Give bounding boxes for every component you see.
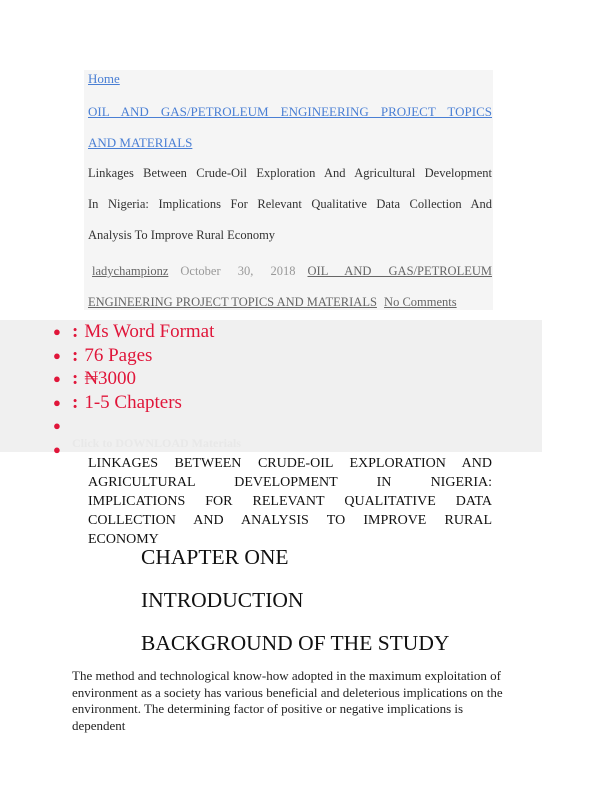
breadcrumb-home-link[interactable]: Home — [88, 71, 120, 86]
detail-chapters: ● : 1-5 Chapters — [53, 391, 182, 413]
post-date: October 30, 2018 — [180, 264, 296, 278]
breadcrumb-current-line3: Analysis To Improve Rural Economy — [88, 228, 276, 242]
download-materials-link[interactable]: Click to DOWNLOAD Materials — [72, 436, 241, 450]
category-link-line2[interactable]: ENGINEERING PROJECT TOPICS AND MATERIALS — [88, 295, 377, 309]
chapter-heading: CHAPTER ONE — [141, 545, 289, 569]
introduction-heading: INTRODUCTION — [141, 588, 304, 612]
breadcrumb-current-line2: In Nigeria: Implications For Relevant Qualitative Data Collection And — [88, 197, 492, 211]
bullet-icon: ● — [53, 347, 61, 363]
post-meta — [88, 256, 492, 318]
body-line: environment as a society has various beneficial and deleterious implications on the — [72, 684, 503, 700]
detail-format: ● : Ms Word Format — [53, 321, 215, 342]
breadcrumb-current-line1: Linkages Between Crude-Oil Exploration And Agricultural Development — [88, 166, 492, 180]
post-meta-line2 — [88, 287, 492, 318]
post-meta-line1 — [88, 256, 492, 287]
title-line: ECONOMY — [88, 532, 159, 547]
bullet-icon: ● — [53, 324, 61, 339]
breadcrumb-category-line1: OIL AND GAS/PETROLEUM ENGINEERING PROJECT TOPICS — [88, 104, 492, 119]
bullet-icon: ● — [53, 418, 61, 433]
body-paragraph — [72, 668, 518, 734]
title-line: LINKAGES BETWEEN CRUDE-OIL EXPLORATION AND — [88, 456, 492, 471]
detail-pages: ● : 76 Pages — [53, 344, 153, 366]
breadcrumb-category-line2: AND MATERIALS — [88, 135, 193, 150]
comments-link[interactable]: No Comments — [384, 295, 457, 309]
background-heading: BACKGROUND OF THE STUDY — [141, 631, 450, 655]
title-line: AGRICULTURAL DEVELOPMENT IN NIGERIA: — [88, 475, 492, 490]
bullet-icon: ● — [53, 371, 61, 386]
author-link[interactable]: ladychampionz — [92, 264, 169, 278]
body-line: environment. The determining factor of positive or negative implications is dependent — [72, 701, 464, 733]
body-line: The method and technological know-how adopted in the maximum exploitation of — [72, 668, 501, 683]
breadcrumb-category-link[interactable] — [88, 96, 492, 158]
title-line: COLLECTION AND ANALYSIS TO IMPROVE RURAL — [88, 513, 492, 528]
detail-empty — [0, 414, 542, 438]
product-details-list — [0, 320, 542, 457]
bullet-icon: ● — [53, 441, 61, 457]
category-link-line1[interactable]: OIL AND GAS/PETROLEUM — [307, 264, 492, 278]
bullet-icon: ● — [53, 394, 61, 410]
title-line: IMPLICATIONS FOR RELEVANT QUALITATIVE DATA — [88, 494, 492, 509]
breadcrumb-current-title — [88, 158, 492, 251]
detail-price: ● : ₦3000 — [53, 368, 137, 389]
document-title — [88, 454, 492, 549]
